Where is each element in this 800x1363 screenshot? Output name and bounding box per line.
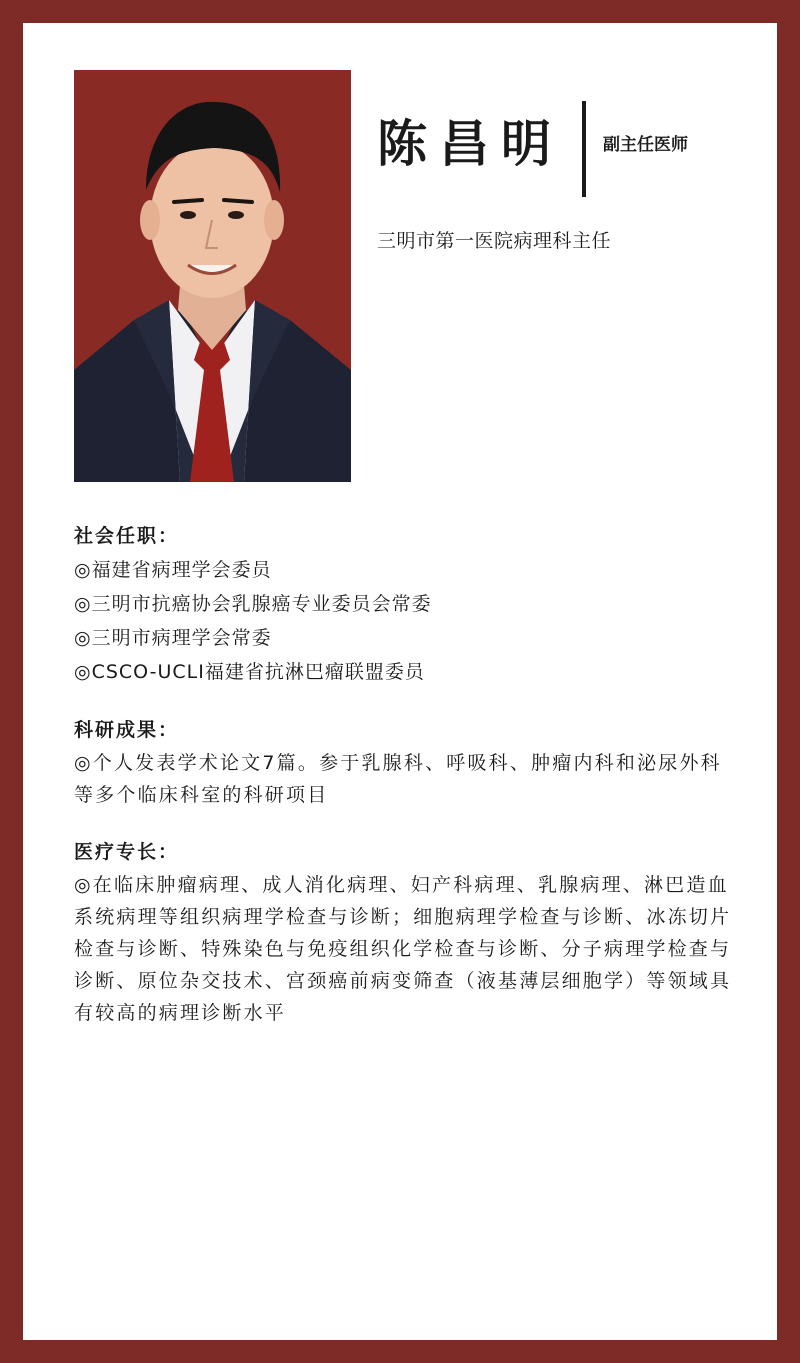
social-roles-section xyxy=(74,519,734,689)
profile-card xyxy=(23,23,777,1340)
expertise-text: ◎在临床肿瘤病理、成人消化病理、妇产科病理、乳腺病理、淋巴造血系统病理等组织病理学检查与诊断；细胞病理学检查与诊断、冰冻切片检查与诊断、特殊染色与免疫组织化学检查与诊断、分子病理学检查与诊断、原位杂交技术、宫颈癌前病变筛查（液基薄层细胞学）等领域具有较高的病理诊断水平 xyxy=(74,874,732,1024)
list-item: ◎福建省病理学会委员 xyxy=(74,559,272,581)
doctor-rank: 副主任医师 xyxy=(603,135,688,155)
expertise-section xyxy=(74,835,734,1029)
doctor-portrait xyxy=(74,70,351,482)
research-text: ◎个人发表学术论文7篇。参于乳腺科、呼吸科、肿瘤内科和泌尿外科等多个临床科室的科研项目 xyxy=(74,752,722,806)
research-section xyxy=(74,713,734,811)
list-item: ◎CSCO-UCLI福建省抗淋巴瘤联盟委员 xyxy=(74,661,425,683)
social-roles-list xyxy=(74,553,734,689)
doctor-position: 三明市第一医院病理科主任 xyxy=(377,230,612,252)
title-divider xyxy=(582,101,586,197)
research-title: 科研成果： xyxy=(74,719,180,741)
profile-sections xyxy=(74,519,734,1053)
doctor-name: 陈昌明 xyxy=(377,114,563,173)
social-roles-title: 社会任职： xyxy=(74,525,180,547)
list-item: ◎三明市病理学会常委 xyxy=(74,627,272,649)
list-item: ◎三明市抗癌协会乳腺癌专业委员会常委 xyxy=(74,593,432,615)
expertise-title: 医疗专长： xyxy=(74,841,180,863)
